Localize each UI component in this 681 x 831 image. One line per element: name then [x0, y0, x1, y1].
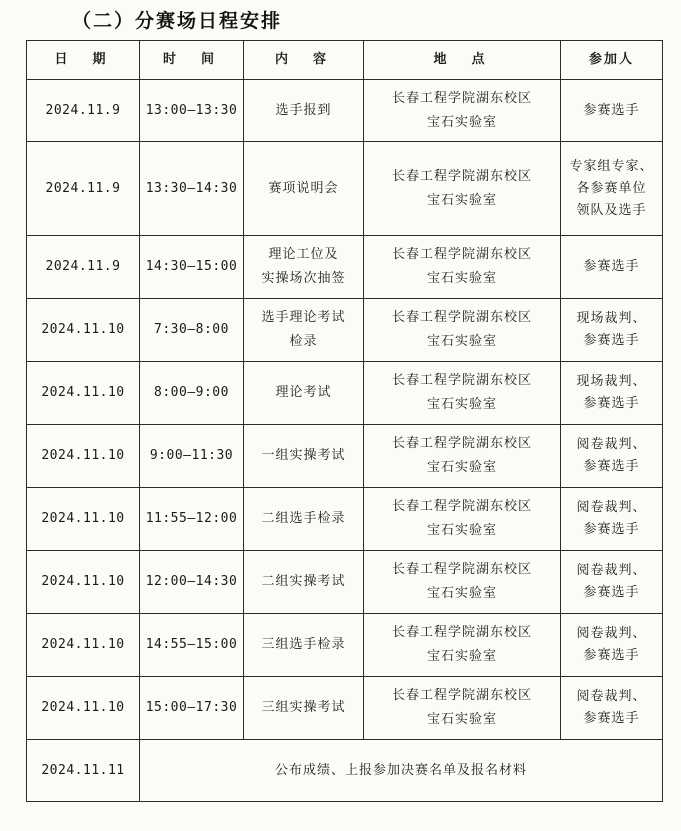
location-cell-text: 长春工程学院湖东校区 宝石实验室 — [391, 373, 532, 412]
attendees-cell — [561, 551, 663, 614]
attendees-cell-text: 参赛选手 — [583, 259, 640, 274]
content-cell-text: 选手报到 — [275, 102, 332, 118]
time-cell — [140, 142, 244, 236]
attendees-cell-text: 阅卷裁判、 参赛选手 — [576, 626, 647, 663]
merged-note-cell: 公布成绩、上报参加决赛名单及报名材料 — [140, 740, 663, 802]
content-cell-text: 选手理论考试 检录 — [261, 310, 346, 349]
date-cell-text: 2024.11.10 — [41, 322, 125, 337]
location-cell — [364, 488, 561, 551]
date-cell — [27, 677, 140, 740]
date-cell-text: 2024.11.9 — [45, 180, 121, 196]
location-cell-text: 长春工程学院湖东校区 宝石实验室 — [391, 562, 532, 601]
content-cell — [244, 80, 364, 142]
table-row-final — [27, 740, 663, 802]
content-cell-text: 赛项说明会 — [268, 180, 339, 196]
date-cell — [27, 425, 140, 488]
time-cell — [140, 236, 244, 299]
content-cell — [244, 488, 364, 551]
attendees-cell — [561, 614, 663, 677]
time-cell — [140, 80, 244, 142]
content-cell — [244, 677, 364, 740]
content-cell-text: 三组选手检录 — [261, 637, 346, 652]
date-cell-text: 2024.11.10 — [41, 700, 125, 715]
attendees-cell — [561, 299, 663, 362]
location-cell-text: 长春工程学院湖东校区 宝石实验室 — [391, 310, 532, 349]
time-cell-text: 11:55—12:00 — [145, 511, 238, 526]
content-cell — [244, 362, 364, 425]
header-location: 地 点 — [364, 41, 561, 80]
content-cell — [244, 425, 364, 488]
content-cell-text: 一组实操考试 — [261, 448, 346, 463]
content-cell — [244, 236, 364, 299]
section-heading: （二）分赛场日程安排 — [72, 10, 283, 32]
time-cell-text: 15:00—17:30 — [145, 700, 238, 715]
date-cell-text: 2024.11.10 — [41, 574, 125, 589]
time-cell — [140, 299, 244, 362]
time-cell-text: 8:00—9:00 — [154, 385, 229, 400]
attendees-cell-text: 阅卷裁判、 参赛选手 — [576, 437, 647, 474]
table-row — [27, 362, 663, 425]
time-cell — [140, 614, 244, 677]
date-cell — [27, 236, 140, 299]
attendees-cell-text: 参赛选手 — [583, 102, 640, 118]
attendees-cell — [561, 425, 663, 488]
attendees-cell-text: 专家组专家、 各参赛单位 领队及选手 — [569, 158, 654, 218]
attendees-cell-text: 阅卷裁判、 参赛选手 — [576, 563, 647, 600]
location-cell-text: 长春工程学院湖东校区 宝石实验室 — [391, 688, 532, 727]
time-cell-text: 14:30—15:00 — [145, 259, 238, 274]
header-content: 内 容 — [244, 41, 364, 80]
time-cell — [140, 425, 244, 488]
time-cell — [140, 551, 244, 614]
content-cell-text: 二组实操考试 — [261, 574, 346, 589]
location-cell — [364, 299, 561, 362]
location-cell — [364, 425, 561, 488]
attendees-cell — [561, 80, 663, 142]
date-cell-text: 2024.11.10 — [41, 637, 125, 652]
location-cell — [364, 236, 561, 299]
header-attendees: 参加人 — [561, 41, 663, 80]
date-cell — [27, 362, 140, 425]
time-cell — [140, 677, 244, 740]
time-cell-text: 14:55—15:00 — [145, 637, 238, 652]
attendees-cell — [561, 488, 663, 551]
date-cell: 2024.11.11 — [27, 740, 140, 802]
time-cell-text: 12:00—14:30 — [145, 574, 238, 589]
location-cell — [364, 80, 561, 142]
content-cell-text: 三组实操考试 — [261, 700, 346, 715]
date-cell — [27, 551, 140, 614]
date-cell-text: 2024.11.10 — [41, 385, 125, 400]
location-cell-text: 长春工程学院湖东校区 宝石实验室 — [391, 499, 532, 538]
date-cell-text: 2024.11.9 — [45, 259, 121, 274]
date-cell-text: 2024.11.10 — [41, 511, 125, 526]
date-cell — [27, 614, 140, 677]
attendees-cell-text: 阅卷裁判、 参赛选手 — [576, 500, 647, 537]
table-row — [27, 614, 663, 677]
schedule-table — [26, 40, 663, 802]
attendees-cell — [561, 362, 663, 425]
time-cell-text: 13:30—14:30 — [145, 180, 238, 196]
table-row — [27, 142, 663, 236]
table-row — [27, 236, 663, 299]
location-cell — [364, 614, 561, 677]
location-cell-text: 长春工程学院湖东校区 宝石实验室 — [391, 90, 532, 130]
attendees-cell-text: 现场裁判、 参赛选手 — [576, 311, 647, 348]
date-cell-text: 2024.11.10 — [41, 448, 125, 463]
date-cell — [27, 80, 140, 142]
location-cell-text: 长春工程学院湖东校区 宝石实验室 — [391, 625, 532, 664]
location-cell — [364, 551, 561, 614]
date-cell — [27, 299, 140, 362]
attendees-cell — [561, 142, 663, 236]
content-cell — [244, 551, 364, 614]
schedule-body — [27, 80, 663, 802]
content-cell — [244, 299, 364, 362]
time-cell-text: 13:00—13:30 — [145, 102, 238, 118]
table-row — [27, 551, 663, 614]
location-cell — [364, 362, 561, 425]
content-cell-text: 二组选手检录 — [261, 511, 346, 526]
header-date: 日 期 — [27, 41, 140, 80]
header-time: 时 间 — [140, 41, 244, 80]
location-cell-text: 长春工程学院湖东校区 宝石实验室 — [391, 247, 532, 286]
time-cell — [140, 362, 244, 425]
table-header-row — [27, 41, 663, 80]
date-cell — [27, 142, 140, 236]
time-cell-text: 7:30—8:00 — [154, 322, 229, 337]
table-row — [27, 488, 663, 551]
location-cell — [364, 142, 561, 236]
location-cell-text: 长春工程学院湖东校区 宝石实验室 — [391, 436, 532, 475]
date-cell — [27, 488, 140, 551]
time-cell-text: 9:00—11:30 — [149, 448, 234, 463]
attendees-cell — [561, 677, 663, 740]
content-cell — [244, 142, 364, 236]
content-cell-text: 理论工位及 实操场次抽签 — [261, 247, 346, 286]
location-cell-text: 长春工程学院湖东校区 宝石实验室 — [391, 168, 532, 208]
attendees-cell — [561, 236, 663, 299]
time-cell — [140, 488, 244, 551]
location-cell — [364, 677, 561, 740]
table-row — [27, 677, 663, 740]
content-cell — [244, 614, 364, 677]
table-row — [27, 425, 663, 488]
table-row — [27, 299, 663, 362]
date-cell-text: 2024.11.9 — [45, 102, 121, 118]
attendees-cell-text: 阅卷裁判、 参赛选手 — [576, 689, 647, 726]
table-row — [27, 80, 663, 142]
attendees-cell-text: 现场裁判、 参赛选手 — [576, 374, 647, 411]
content-cell-text: 理论考试 — [275, 385, 332, 400]
